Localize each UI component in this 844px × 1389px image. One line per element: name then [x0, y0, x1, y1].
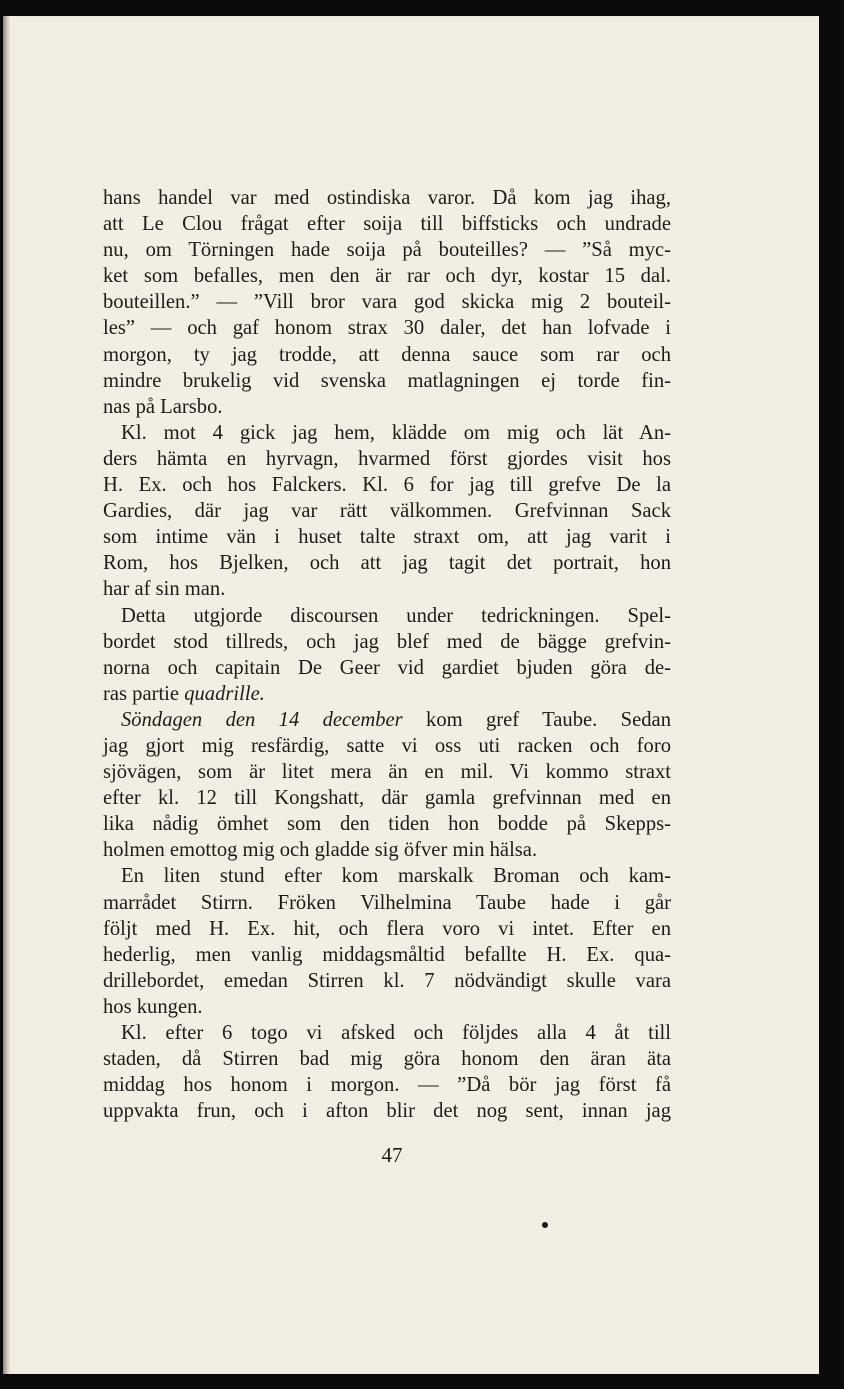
text-line: Detta utgjorde discoursen under tedrickningen. Spel-: [121, 604, 671, 627]
text-line: drillebordet, emedan Stirren kl. 7 nödvändigt skulle vara: [103, 969, 671, 992]
text-line: H. Ex. och hos Falckers. Kl. 6 for jag till grefve De la: [103, 474, 671, 497]
text-line: uppvakta frun, och i afton blir det nog sent, innan jag: [103, 1100, 671, 1123]
text-line: middag hos honom i morgon. — ”Då bör jag först få: [103, 1074, 671, 1097]
text-line: efter kl. 12 till Kongshatt, där gamla grefvinnan med en: [103, 787, 671, 810]
text-line: jag gjort mig resfärdig, satte vi oss uti racken och foro: [103, 734, 671, 757]
italic-date-heading: Söndagen den 14 december: [121, 708, 403, 731]
text-line: morgon, ty jag trodde, att denna sauce som rar och: [103, 343, 671, 366]
text-line: [103, 707, 671, 733]
text-line: nas på Larsbo.: [103, 395, 223, 418]
text-line: bordet stod tillreds, och jag blef med de bägge grefvin-: [103, 630, 671, 653]
text-line: att Le Clou frågat efter soija till biffsticks och undrade: [103, 213, 671, 236]
text-segment: ras partie: [103, 682, 185, 705]
text-line: Kl. efter 6 togo vi afsked och följdes alla 4 åt till: [121, 1022, 671, 1044]
text-line: staden, då Stirren bad mig göra honom den äran äta: [103, 1048, 671, 1071]
text-segment: kom gref Taube. Sedan: [402, 708, 671, 731]
text-line: hederlig, men vanlig middagsmåltid befallte H. Ex. qua-: [103, 943, 671, 966]
text-line: holmen emottog mig och gladde sig öfver min hälsa.: [103, 839, 538, 862]
text-line: Gardies, där jag var rätt välkommen. Grefvinnan Sack: [103, 500, 671, 523]
text-line: Kl. mot 4 gick jag hem, klädde om mig och lät An-: [121, 421, 671, 444]
text-line: hans handel var med ostindiska varor. Då kom jag ihag,: [103, 187, 671, 209]
text-line: Rom, hos Bjelken, och att jag tagit det portrait, hon: [103, 552, 671, 575]
text-line: ders hämta en hyrvagn, hvarmed först gjordes visit hos: [103, 447, 671, 470]
text-line: [103, 681, 671, 707]
text-line: lika nådig ömhet som den tiden hon bodde på Skepps-: [103, 813, 671, 836]
text-line: har af sin man.: [103, 578, 226, 601]
italic-text: quadrille.: [184, 682, 265, 705]
text-line: marrådet Stirrn. Fröken Vilhelmina Taube hade i går: [103, 891, 671, 914]
text-line: En liten stund efter kom marskalk Broman och kam-: [121, 865, 671, 888]
text-line: nu, om Törningen hade soija på bouteilles? — ”Så myc-: [103, 239, 671, 262]
body-text: [103, 185, 671, 1124]
text-line: ket som befalles, men den är rar och dyr, kostar 15 dal.: [103, 265, 671, 288]
ink-speck: [542, 1222, 548, 1228]
text-line: följt med H. Ex. hit, och flera voro vi intet. Efter en: [103, 917, 671, 940]
text-line: bouteillen.” — ”Vill bror vara god skicka mig 2 bouteil-: [103, 291, 671, 314]
text-line: som intime vän i huset talte straxt om, att jag varit i: [103, 526, 671, 549]
text-line: sjövägen, som är litet mera än en mil. Vi kommo straxt: [103, 761, 671, 784]
text-line: hos kungen.: [103, 995, 203, 1018]
text-line: mindre brukelig vid svenska matlagningen ej torde fin-: [103, 369, 671, 392]
text-line: les” — och gaf honom strax 30 daler, det han lofvade i: [103, 317, 671, 340]
page-number: 47: [381, 1143, 403, 1167]
page-spine-edge: [3, 16, 10, 1374]
book-page: [3, 16, 819, 1374]
text-line: norna och capitain De Geer vid gardiet bjuden göra de-: [103, 656, 671, 679]
